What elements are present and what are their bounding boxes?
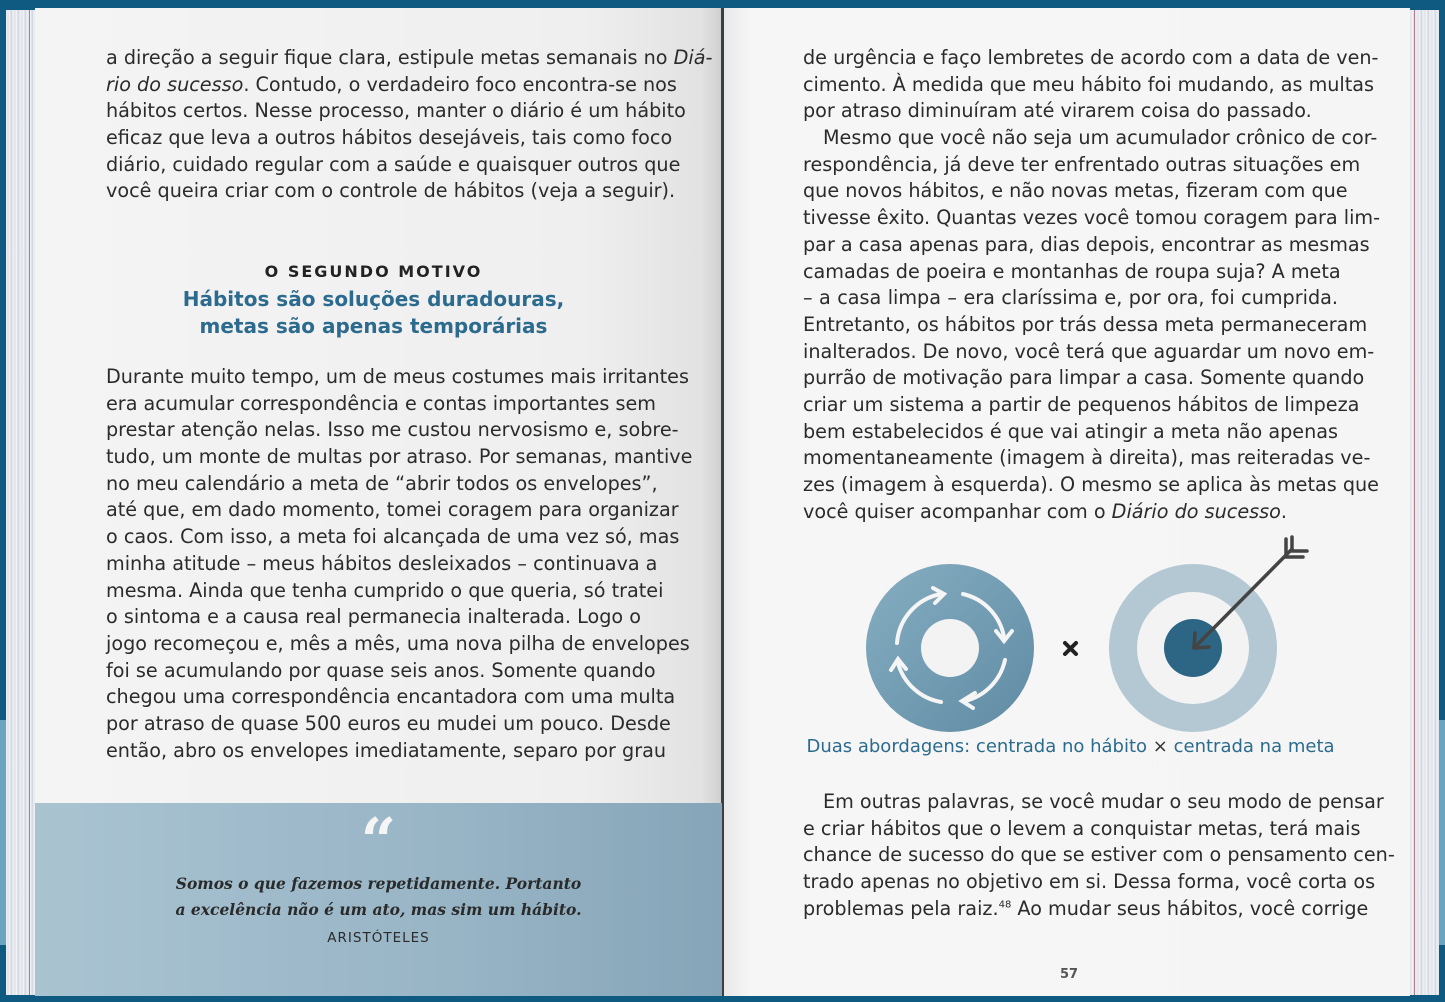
- text-line: Em outras palavras, se você mudar o seu modo de pensar: [823, 790, 1384, 813]
- caption-habit: Duas abordagens: centrada no hábito: [806, 736, 1148, 757]
- quote-panel: [35, 803, 722, 996]
- book-title: Diário do sucesso: [1111, 499, 1281, 523]
- text-line: respondência, já deve ter enfrentado outras situações em: [803, 152, 1361, 176]
- text-line: por atraso diminuíram até virarem coisa do passado.: [803, 99, 1312, 123]
- text-line: o caos. Com isso, a meta foi alcançada de uma vez só, mas: [106, 525, 680, 549]
- text-line: [803, 499, 1338, 526]
- text-line: a direção a seguir fique clara, estipule metas semanais no Diá-: [106, 46, 713, 69]
- text-line: o sintoma e a causa real permanecia inalterada. Logo o: [106, 605, 641, 629]
- page-number: 57: [1060, 967, 1079, 982]
- section-title-line: metas são apenas temporárias: [199, 314, 548, 338]
- figure-caption: [803, 736, 1338, 757]
- text-line: e criar hábitos que o levem a conquistar metas, terá mais: [803, 816, 1361, 840]
- text-line: zes (imagem à esquerda). O mesmo se aplica às metas que: [803, 473, 1379, 496]
- right-top-paragraphs: [803, 45, 1381, 525]
- footnote-ref[interactable]: 48: [998, 899, 1012, 911]
- text-line: – a casa limpa – era claríssima e, por ora, foi cumprida.: [803, 286, 1338, 310]
- text-line: foi se acumulando por quase seis anos. Somente quando: [106, 658, 656, 682]
- text-line: que novos hábitos, e não novas metas, fizeram com que: [803, 179, 1348, 203]
- text-line: era acumular correspondência e contas importantes sem: [106, 391, 656, 415]
- text-line: Mesmo que você não seja um acumulador crônico de cor-: [823, 126, 1378, 150]
- left-body-paragraph: [106, 364, 693, 764]
- quote-text: [35, 871, 722, 923]
- section-kicker: O SEGUNDO MOTIVO: [264, 262, 483, 281]
- text-line: por atraso de quase 500 euros eu mudei um pouco. Desde: [106, 711, 671, 735]
- text-line: hábitos certos. Nesse processo, manter o diário é um hábito: [106, 99, 686, 123]
- text-line: rio do sucesso. Contudo, o verdadeiro foco encontra-se nos: [106, 72, 677, 96]
- habit-vs-goal-figure: [855, 535, 1315, 735]
- habit-cycle-icon: [866, 564, 1034, 732]
- text-line: jogo recomeçou e, mês a mês, uma nova pilha de envelopes: [106, 631, 690, 655]
- caption-goal: centrada na meta: [1173, 736, 1335, 757]
- text-fragment: você quiser acompanhar com o: [803, 499, 1112, 523]
- text-line: no meu calendário a meta de “abrir todos os envelopes”,: [106, 471, 658, 495]
- text-line: inalterados. De novo, você terá que aguardar um novo em-: [803, 339, 1375, 363]
- quote-author: ARISTÓTELES: [327, 930, 430, 946]
- text-fragment: .: [1280, 499, 1287, 523]
- section-title: [106, 286, 641, 340]
- text-line: minha atitude – meus hábitos desleixados – continuava a: [106, 551, 658, 575]
- right-bottom-paragraph: [803, 789, 1395, 922]
- text-line: prestar atenção nelas. Isso me custou nervosismo e, sobre-: [106, 418, 679, 442]
- text-line: eficaz que leva a outros hábitos desejáveis, tais como foco: [106, 126, 673, 150]
- text-fragment: problemas pela raiz.: [803, 896, 999, 920]
- text-line: camadas de poeira e montanhas de roupa suja? A meta: [803, 259, 1341, 283]
- left-page-edge-line: [29, 10, 30, 995]
- text-line: tudo, um monte de multas por atraso. Por semanas, mantive: [106, 445, 693, 469]
- text-line: purrão de motivação para limpar a casa. Somente quando: [803, 366, 1365, 390]
- left-intro-paragraph: [106, 45, 713, 205]
- text-line: você queira criar com o controle de hábitos (veja a seguir).: [106, 179, 676, 203]
- text-line: chance de sucesso do que se estiver com o pensamento cen-: [803, 843, 1395, 867]
- quote-mark-icon: “: [360, 804, 397, 877]
- text-line: [803, 896, 1369, 923]
- text-line: momentaneamente (imagem à direita), mas reiteradas ve-: [803, 446, 1371, 470]
- text-line: tivesse êxito. Quantas vezes você tomou coragem para lim-: [803, 206, 1381, 230]
- text-line: bem estabelecidos é que vai atingir a meta não apenas: [803, 419, 1338, 443]
- text-fragment: Ao mudar seus hábitos, você corrige: [1011, 896, 1369, 920]
- text-line: Durante muito tempo, um de meus costumes mais irritantes: [106, 365, 689, 388]
- text-line: criar um sistema a partir de pequenos hábitos de limpeza: [803, 392, 1360, 416]
- text-line: de urgência e faço lembretes de acordo com a data de ven-: [803, 46, 1379, 69]
- text-line: par a casa apenas para, dias depois, encontrar as mesmas: [803, 232, 1370, 256]
- text-line: então, abro os envelopes imediatamente, separo por grau: [106, 738, 667, 762]
- text-line: até que, em dado momento, tomei coragem para organizar: [106, 498, 679, 522]
- text-line: mesma. Ainda que tenha cumprido o que queria, só tratei: [106, 578, 664, 602]
- left-page-edges: [6, 10, 36, 995]
- quote-line: Somos o que fazemos repetidamente. Portanto: [175, 874, 582, 893]
- text-line: trado apenas no objetivo em si. Dessa forma, você corta os: [803, 870, 1376, 894]
- text-line: chegou uma correspondência encantadora com uma multa: [106, 685, 676, 709]
- text-line: diário, cuidado regular com a saúde e quaisquer outros que: [106, 152, 681, 176]
- versus-icon: [1065, 643, 1076, 654]
- section-title-line: Hábitos são soluções duradouras,: [182, 287, 565, 311]
- text-line: cimento. À medida que meu hábito foi mudando, as multas: [803, 72, 1375, 96]
- text-line: Entretanto, os hábitos por trás dessa meta permaneceram: [803, 312, 1368, 336]
- caption-times: ×: [1152, 736, 1168, 757]
- quote-line: a excelência não é um ato, mas sim um hábito.: [175, 900, 582, 919]
- right-page-edge-line: [1414, 10, 1415, 995]
